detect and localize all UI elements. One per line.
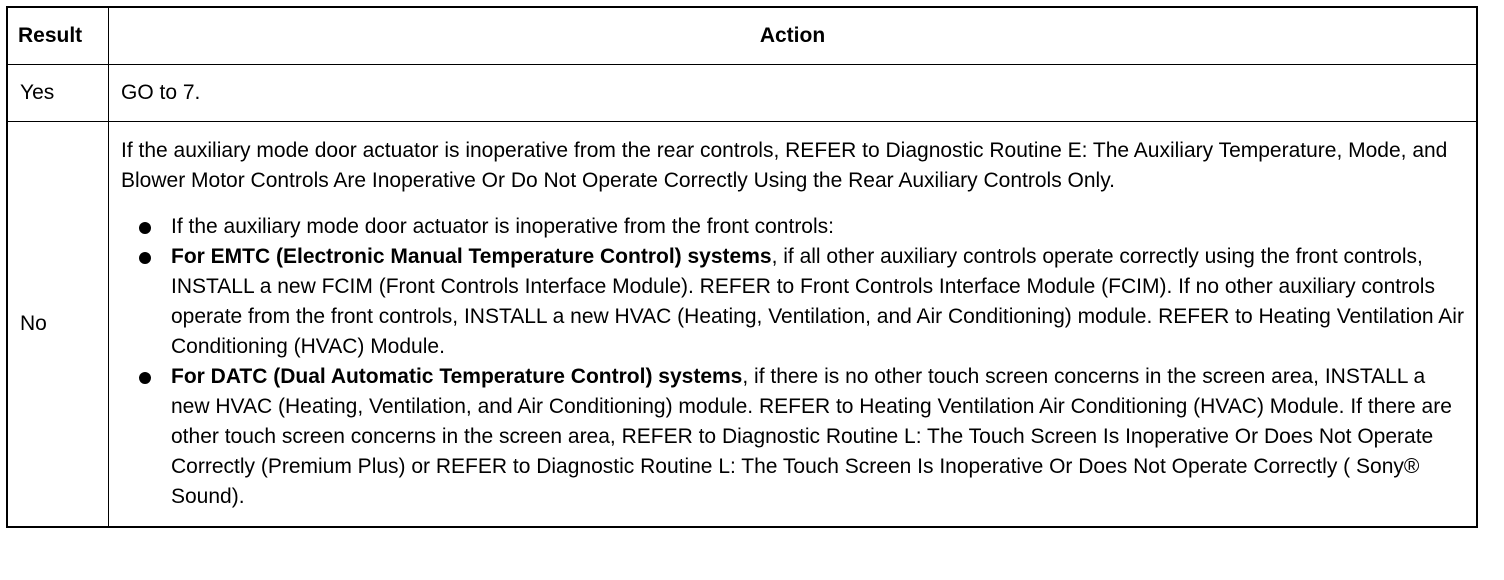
list-item xyxy=(137,242,1464,362)
result-cell-yes: Yes xyxy=(7,65,109,122)
action-cell-no xyxy=(109,122,1478,528)
bullet-bold-text: For EMTC (Electronic Manual Temperature Control) systems xyxy=(171,245,772,268)
list-item xyxy=(137,212,1464,242)
bullet-text: If the auxiliary mode door actuator is inoperative from the front controls: xyxy=(171,215,834,238)
bullet-dot-icon xyxy=(139,372,151,384)
header-result: Result xyxy=(7,7,109,65)
header-action: Action xyxy=(109,7,1478,65)
bullet-dot-icon xyxy=(139,252,151,264)
result-action-table xyxy=(6,6,1478,528)
bullet-text: , if all other auxiliary controls operate correctly using the front controls, INSTALL a new FCIM (Front Controls Interface Module). REFER to Front Controls Interface Module (FCIM). If no other auxiliary controls operate from the front controls, INSTALL a new HVAC (Heating, Ventilation, and Air Conditioning) module. REFER to Heating Ventilation Air Conditioning (HVAC) Module. xyxy=(171,245,1464,358)
bullet-text: , if there is no other touch screen concerns in the screen area, INSTALL a new HVAC (Heating, Ventilation, and Air Conditioning) module. REFER to Heating Ventilation Air Conditioning (HVAC) Module. If there are other touch screen concerns in the screen area, REFER to Diagnostic Routine L: The Touch Screen Is Inoperative Or Does Not Operate Correctly (Premium Plus) or REFER to Diagnostic Routine L: The Touch Screen Is Inoperative Or Does Not Operate Correctly ( Sony® Sound). xyxy=(171,365,1452,508)
action-bullet-list xyxy=(121,212,1464,512)
table-row xyxy=(7,65,1477,122)
table-row xyxy=(7,122,1477,528)
list-item xyxy=(137,362,1464,512)
action-cell-yes: GO to 7. xyxy=(109,65,1478,122)
bullet-bold-text: For DATC (Dual Automatic Temperature Control) systems xyxy=(171,365,743,388)
action-intro-text: If the auxiliary mode door actuator is inoperative from the rear controls, REFER to Diagnostic Routine E: The Auxiliary Temperature, Mode, and Blower Motor Controls Are Inoperative Or Do Not Operate Correctly Using the Rear Auxiliary Controls Only. xyxy=(121,139,1448,192)
bullet-dot-icon xyxy=(139,222,151,234)
table-header-row xyxy=(7,7,1477,65)
result-cell-no: No xyxy=(7,122,109,528)
